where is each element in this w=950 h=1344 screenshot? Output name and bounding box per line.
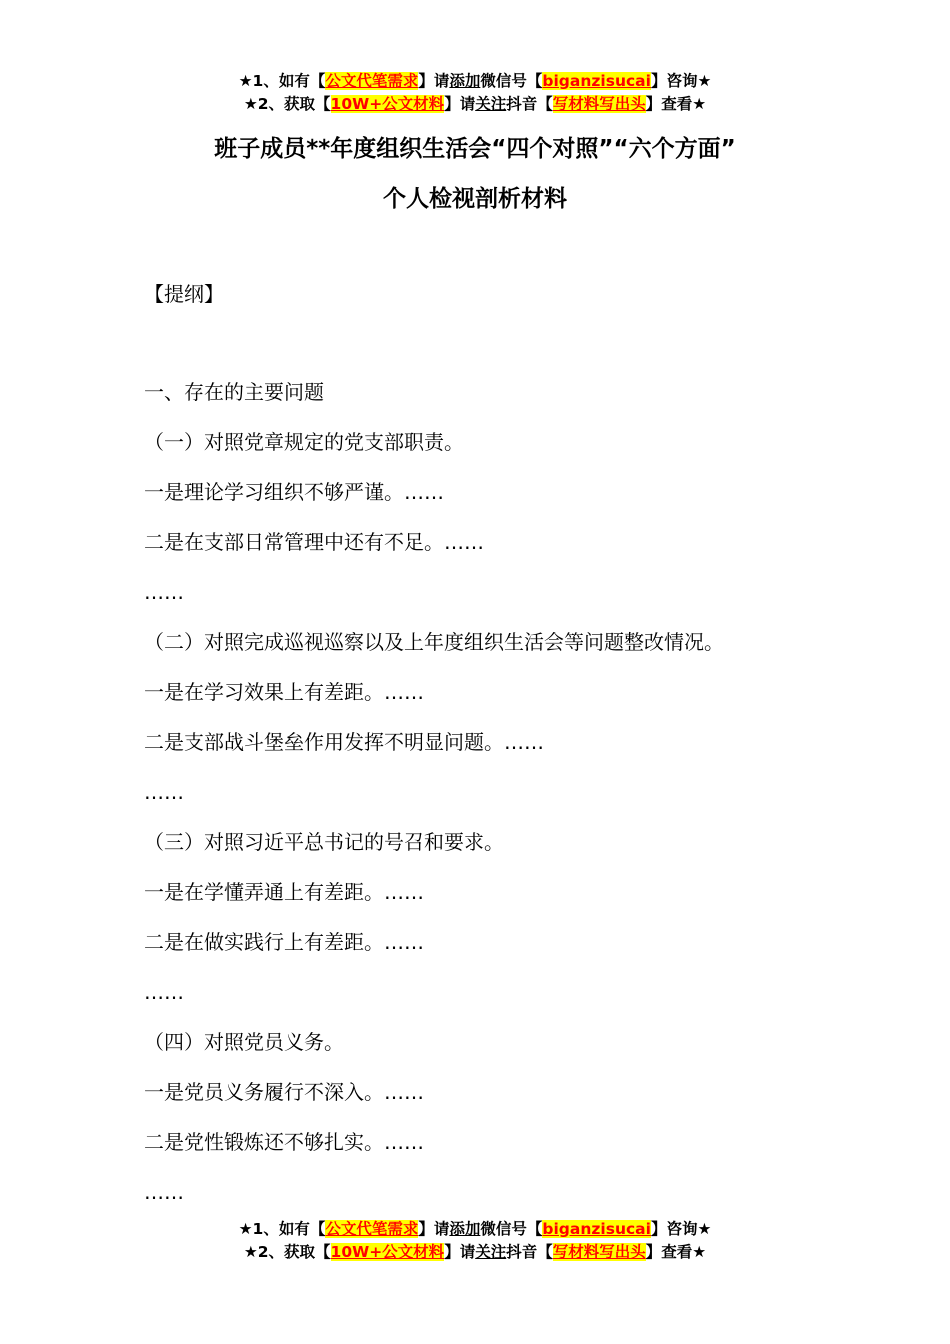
- banner-text: ★2、获取【: [243, 95, 331, 113]
- ellipsis: ……: [144, 980, 184, 1004]
- document-subtitle: 个人检视剖析材料: [383, 186, 567, 212]
- banner-line-2: [0, 93, 950, 116]
- ellipsis: ……: [144, 580, 184, 604]
- banner-text: 】咨询★: [650, 72, 712, 90]
- ellipsis: ……: [144, 1180, 184, 1204]
- banner-highlight: 10W+公文材料: [330, 1243, 445, 1261]
- outline-label: 【提纲】: [144, 282, 224, 306]
- document-body: [144, 277, 924, 1225]
- list-item: 二是在支部日常管理中还有不足。……: [144, 530, 484, 554]
- banner-underlined: 添加: [449, 1220, 481, 1238]
- banner-text: ★1、如有【: [238, 1220, 326, 1238]
- banner-highlight: 写材料写出头: [552, 95, 646, 113]
- banner-text: 】查看★: [645, 95, 707, 113]
- header-banner: [0, 70, 950, 116]
- banner-highlight: biganzisucai: [542, 72, 651, 90]
- banner-text: 微信号【: [480, 1220, 543, 1238]
- banner-highlight: 写材料写出头: [552, 1243, 646, 1261]
- section-heading: 一、存在的主要问题: [144, 380, 324, 404]
- ellipsis: ……: [144, 780, 184, 804]
- subsection-heading: （三）对照习近平总书记的号召和要求。: [144, 830, 504, 854]
- banner-highlight: 公文代笔需求: [325, 1220, 419, 1238]
- banner-highlight: biganzisucai: [542, 1220, 651, 1238]
- list-item: 一是理论学习组织不够严谨。……: [144, 480, 444, 504]
- banner-text: 抖音【: [506, 1243, 553, 1261]
- banner-underlined: 关注: [475, 1243, 507, 1261]
- banner-line-1: [0, 70, 950, 93]
- banner-text: 】请: [444, 95, 476, 113]
- banner-underlined: 关注: [475, 95, 507, 113]
- list-item: 二是支部战斗堡垒作用发挥不明显问题。……: [144, 730, 544, 754]
- document-title: 班子成员**年度组织生活会“四个对照”“六个方面”: [214, 136, 736, 162]
- subsection-heading: （一）对照党章规定的党支部职责。: [144, 430, 464, 454]
- banner-text: 微信号【: [480, 72, 543, 90]
- footer-banner: [0, 1218, 950, 1264]
- list-item: 二是在做实践行上有差距。……: [144, 930, 424, 954]
- banner-text: 】请: [418, 1220, 450, 1238]
- banner-text: ★2、获取【: [243, 1243, 331, 1261]
- list-item: 一是在学懂弄通上有差距。……: [144, 880, 424, 904]
- banner-highlight: 10W+公文材料: [330, 95, 445, 113]
- banner-highlight: 公文代笔需求: [325, 72, 419, 90]
- subsection-heading: （二）对照完成巡视巡察以及上年度组织生活会等问题整改情况。: [144, 630, 724, 654]
- banner-text: 】咨询★: [650, 1220, 712, 1238]
- banner-text: 抖音【: [506, 95, 553, 113]
- subsection-heading: （四）对照党员义务。: [144, 1030, 344, 1054]
- banner-text: 】请: [418, 72, 450, 90]
- banner-text: ★1、如有【: [238, 72, 326, 90]
- banner-underlined: 添加: [449, 72, 481, 90]
- list-item: 二是党性锻炼还不够扎实。……: [144, 1130, 424, 1154]
- banner-line-2: [0, 1241, 950, 1264]
- banner-text: 】查看★: [645, 1243, 707, 1261]
- list-item: 一是在学习效果上有差距。……: [144, 680, 424, 704]
- list-item: 一是党员义务履行不深入。……: [144, 1080, 424, 1104]
- banner-text: 】请: [444, 1243, 476, 1261]
- banner-line-1: [0, 1218, 950, 1241]
